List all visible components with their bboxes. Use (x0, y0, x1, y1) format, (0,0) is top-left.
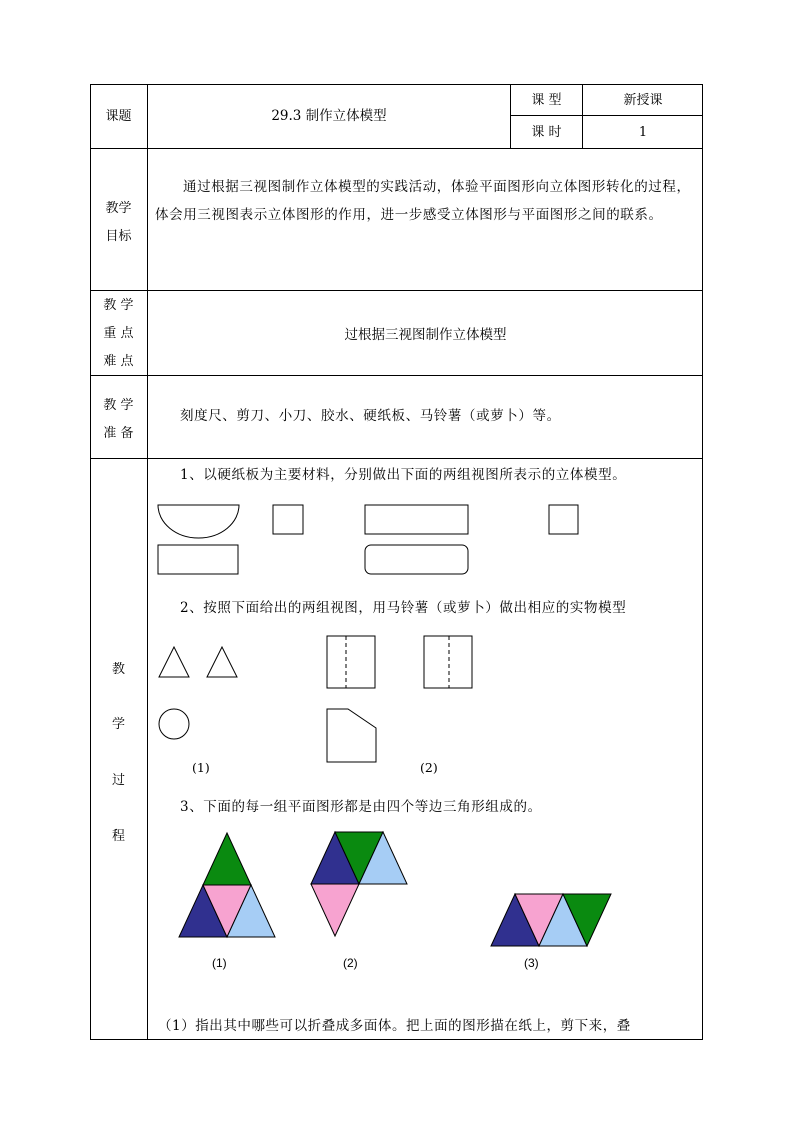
item3-caption-2: (2) (343, 956, 358, 970)
item2-group2-views (327, 636, 472, 762)
topic-label: 课题 (105, 109, 132, 124)
hours-value: 1 (638, 125, 648, 140)
wide-rectangle-view (365, 505, 468, 534)
rect-side-view (424, 636, 472, 688)
item3-figure3 (491, 894, 611, 946)
item2-group1-views (159, 647, 237, 739)
triangle-side-view (207, 647, 237, 677)
process-label-char-4: 程 (111, 829, 125, 844)
type-label: 课 型 (531, 93, 562, 108)
process-question-1: （1）指出其中哪些可以折叠成多面体。把上面的图形描在纸上，剪下来，叠 (158, 1018, 631, 1034)
item2-caption-1: (1) (192, 760, 210, 775)
square-view (549, 505, 578, 534)
process-label-char-2: 学 (111, 717, 125, 732)
process-item-3: 3、下面的每一组平面图形都是由四个等边三角形组成的。 (180, 799, 542, 815)
rect-front-view (327, 636, 375, 688)
prep-text: 刻度尺、剪刀、小刀、胶水、硬纸板、马铃薯（或萝卜）等。 (180, 408, 561, 424)
item3-caption-3: (3) (524, 956, 539, 970)
process-item-2: 2、按照下面给出的两组视图，用马铃薯（或萝卜）做出相应的实物模型 (180, 600, 627, 616)
keypoints-label-line3: 难 点 (103, 354, 134, 369)
prep-label-line2: 准 备 (103, 426, 134, 441)
keypoints-label-line1: 教 学 (103, 298, 134, 313)
goals-label-line2: 目标 (105, 229, 132, 244)
item1-group1-views (158, 505, 303, 574)
goals-text: 通过根据三视图制作立体模型的实践活动，体验平面图形向立体图形转化的过程，体会用三视图表示立体图形的作用，进一步感受立体图形与平面图形之间的联系。 (155, 179, 691, 223)
goals-label-line1: 教学 (105, 201, 132, 216)
fig2-pink-triangle (311, 884, 359, 936)
keypoints-text: 过根据三视图制作立体模型 (344, 327, 507, 343)
hours-label: 课 时 (531, 125, 562, 140)
fig1-green-triangle (203, 833, 251, 885)
item3-figure2 (311, 832, 407, 936)
triangle-front-view (159, 647, 189, 677)
small-square-view (273, 505, 303, 534)
type-value: 新授课 (623, 93, 663, 108)
rounded-rectangle-view (365, 545, 468, 574)
item3-caption-1: (1) (212, 956, 227, 970)
prep-label-line1: 教 学 (103, 398, 134, 413)
process-item-1: 1、以硬纸板为主要材料，分别做出下面的两组视图所表示的立体模型。 (180, 467, 627, 483)
process-label-char-3: 过 (111, 773, 125, 788)
item1-group2-views (365, 505, 578, 574)
item3-figure1 (179, 833, 275, 937)
item2-caption-2: (2) (420, 760, 438, 775)
circle-top-view (159, 709, 189, 739)
rectangle-view (158, 545, 238, 574)
keypoints-label-line2: 重 点 (103, 326, 134, 341)
process-label-char-1: 教 (111, 662, 125, 677)
cut-corner-top-view (327, 709, 376, 762)
semicircle-view (158, 505, 239, 538)
lesson-title: 29.3 制作立体模型 (271, 108, 387, 124)
